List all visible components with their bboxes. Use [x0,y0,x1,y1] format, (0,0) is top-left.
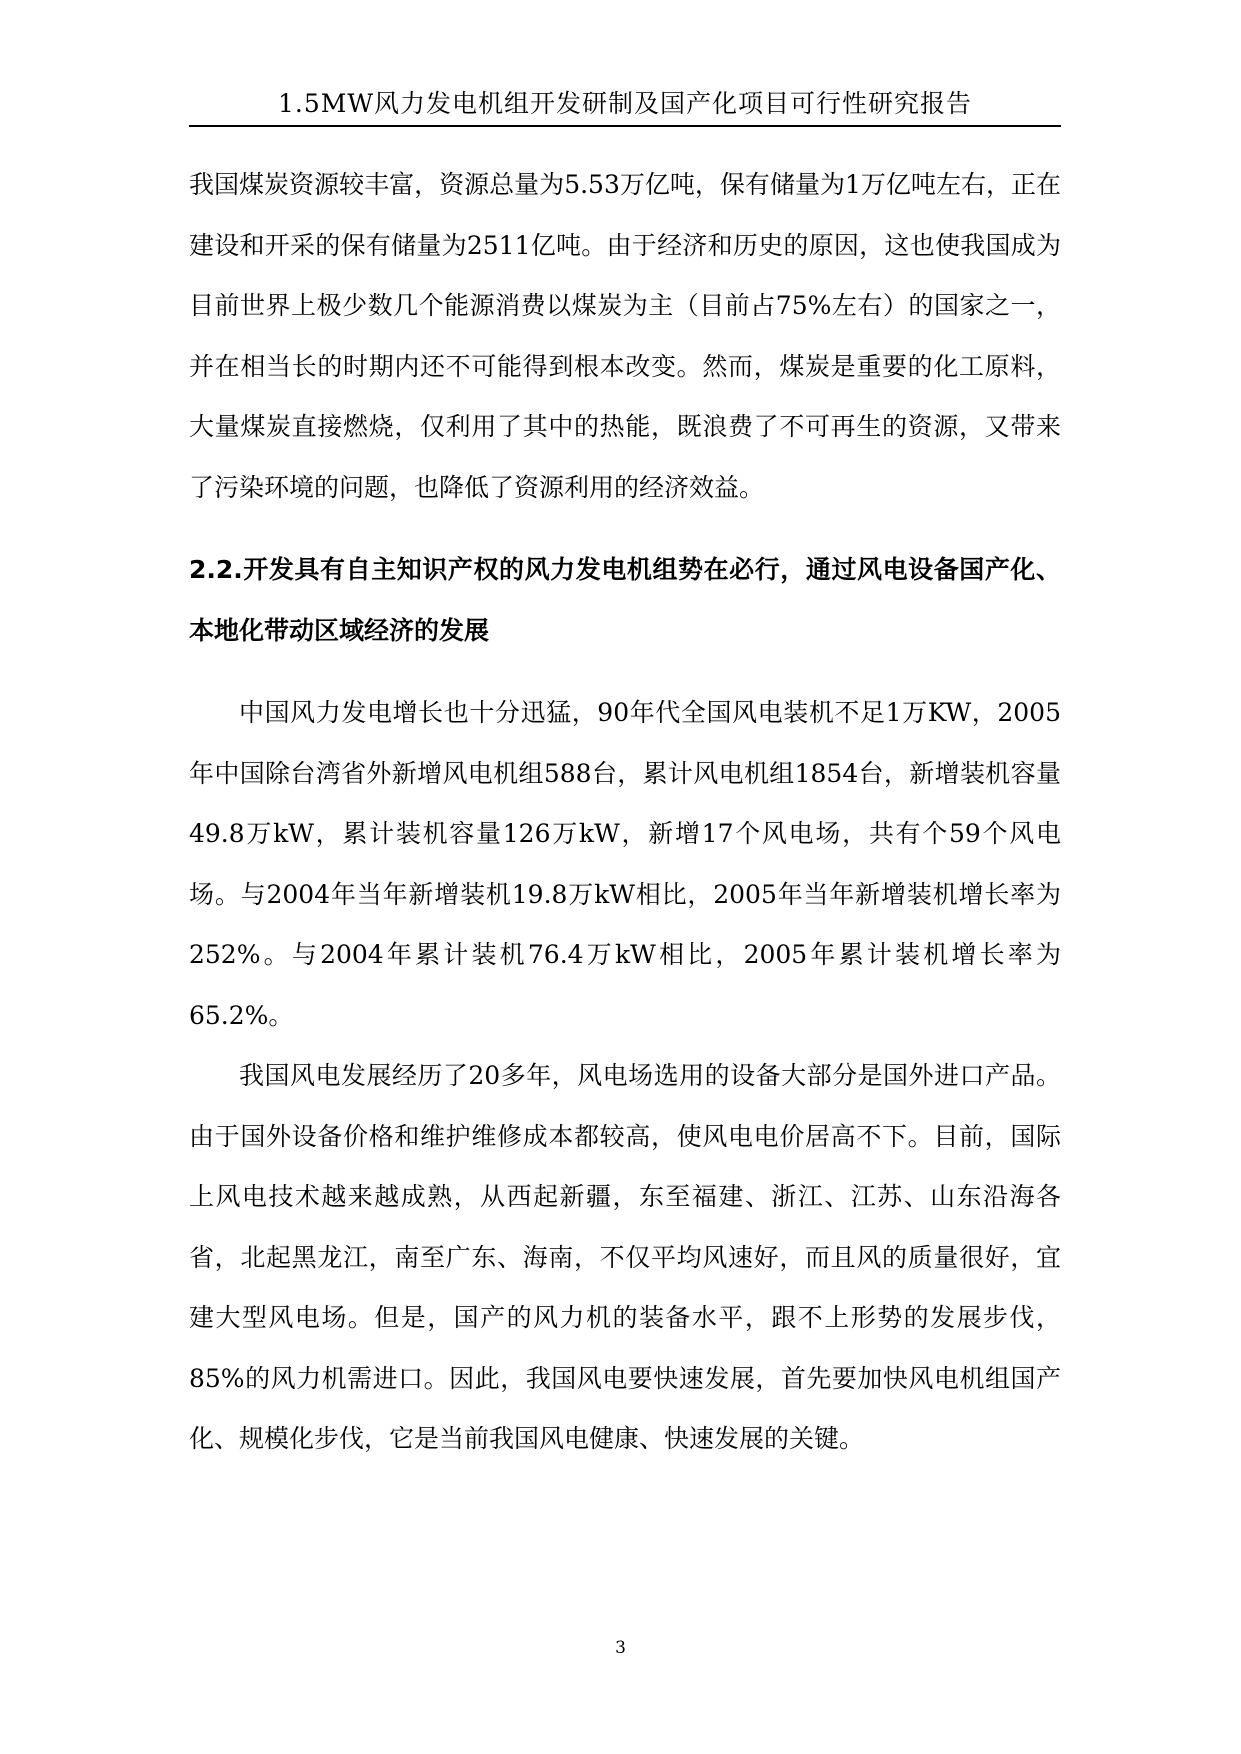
page-number: 3 [615,1638,626,1658]
document-body [189,155,1061,1470]
body-paragraph-localization: 我国风电发展经历了20多年，风电场选用的设备大部分是国外进口产品。由于国外设备价格和维护维修成本都较高，使风电电价居高不下。目前，国际上风电技术越来越成熟，从西起新疆，东至福建、浙江、江苏、山东沿海各省，北起黑龙江，南至广东、海南，不仅平均风速好，而且风的质量很好，宜建大型风电场。但是，国产的风力机的装备水平，跟不上形势的发展步伐，85%的风力机需进口。因此，我国风电要快速发展，首先要加快风电机组国产化、规模化步伐，它是当前我国风电健康、快速发展的关键。 [189,1061,1061,1453]
header-divider [189,125,1061,127]
body-paragraph-coal-resources: 我国煤炭资源较丰富，资源总量为5.53万亿吨，保有储量为1万亿吨左右，正在建设和开采的保有储量为2511亿吨。由于经济和历史的原因，这也使我国成为目前世界上极少数几个能源消费以煤炭为主（目前占75%左右）的国家之一，并在相当长的时期内还不可能得到根本改变。然而，煤炭是重要的化工原料，大量煤炭直接燃烧，仅利用了其中的热能，既浪费了不可再生的资源，又带来了污染环境的问题，也降低了资源利用的经济效益。 [189,170,1061,502]
body-paragraph-wind-growth: 中国风力发电增长也十分迅猛，90年代全国风电装机不足1万KW，2005年中国除台湾省外新增风电机组588台，累计风电机组1854台，新增装机容量49.8万kW，累计装机容量126万kW，新增17个风电场，共有个59个风电场。与2004年当年新增装机19.8万kW相比，2005年当年新增装机增长率为252%。与2004年累计装机76.4万kW相比，2005年累计装机增长率为65.2%。 [189,698,1061,1030]
page-header-title: 1.5MW风力发电机组开发研制及国产化项目可行性研究报告 [277,89,973,118]
section-heading-2-2: 2.2.开发具有自主知识产权的风力发电机组势在必行，通过风电设备国产化、本地化带动区域经济的发展 [189,555,1061,645]
